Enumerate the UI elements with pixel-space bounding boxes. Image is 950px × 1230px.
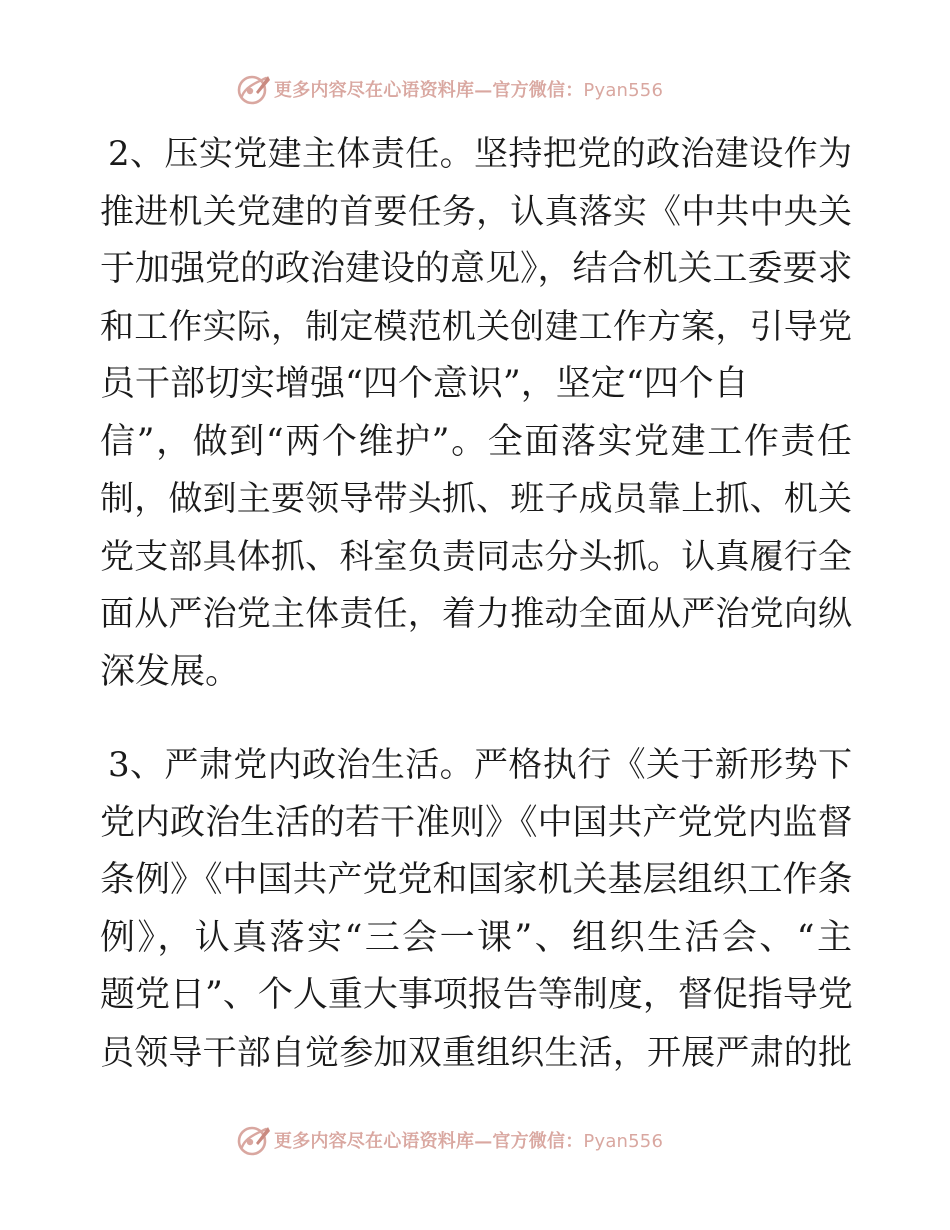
- watermark-footer: [0, 1119, 950, 1159]
- text-line: 员领导干部自觉参加双重组织生活，开展严肃的批: [100, 1032, 852, 1073]
- text-line: 深发展。: [100, 651, 241, 692]
- text-line: 题党日”、个人重大事项报告等制度，督促指导党: [100, 975, 853, 1015]
- text-line: 党支部具体抓、科室负责同志分头抓。认真履行全: [100, 536, 852, 577]
- text-line: 例》，认真落实“三会一课”、组织生活会、“主: [100, 917, 852, 958]
- text-line: 和工作实际，制定模范机关创建工作方案，引导党: [100, 306, 852, 347]
- watermark-header-text: 更多内容尽在心语资料库—官方微信：Pyan556: [274, 80, 664, 101]
- text-line: 推进机关党建的首要任务，认真落实《中共中央关: [100, 191, 852, 232]
- text-line: 3、严肃党内政治生活。严格执行《关于新形势下: [108, 745, 852, 785]
- document-body: [100, 126, 852, 1082]
- paragraph-3: [100, 737, 852, 1082]
- text-line: 面从严治党主体责任，着力推动全面从严治党向纵: [100, 594, 852, 634]
- text-line: 条例》《中国共产党党和国家机关基层组织工作条: [100, 860, 853, 900]
- text-line: 制，做到主要领导带头抓、班子成员靠上抓、机关: [100, 479, 852, 519]
- watermark-header: [0, 68, 950, 108]
- text-line: 员干部切实增强“四个意识”，坚定“四个自: [100, 364, 749, 404]
- paragraph-2: [100, 126, 852, 701]
- wechat-id: Pyan556: [583, 1131, 664, 1152]
- watermark-footer-text: 更多内容尽在心语资料库—官方微信：Pyan556: [274, 1131, 664, 1152]
- text-line: 于加强党的政治建设的意见》，结合机关工委要求: [100, 249, 853, 289]
- text-line: 信”，做到“两个维护”。全面落实党建工作责任: [100, 421, 852, 462]
- text-line: 党内政治生活的若干准则》《中国共产党党内监督: [100, 802, 853, 843]
- watermark-header-content: [236, 72, 663, 106]
- wechat-id: Pyan556: [583, 80, 664, 101]
- pen-nib-swirl-icon: [236, 72, 272, 106]
- pen-nib-swirl-icon: [236, 1123, 272, 1157]
- watermark-footer-content: [236, 1123, 663, 1157]
- text-line: 2、压实党建主体责任。坚持把党的政治建设作为: [108, 134, 852, 174]
- paragraph-gap: [100, 701, 852, 737]
